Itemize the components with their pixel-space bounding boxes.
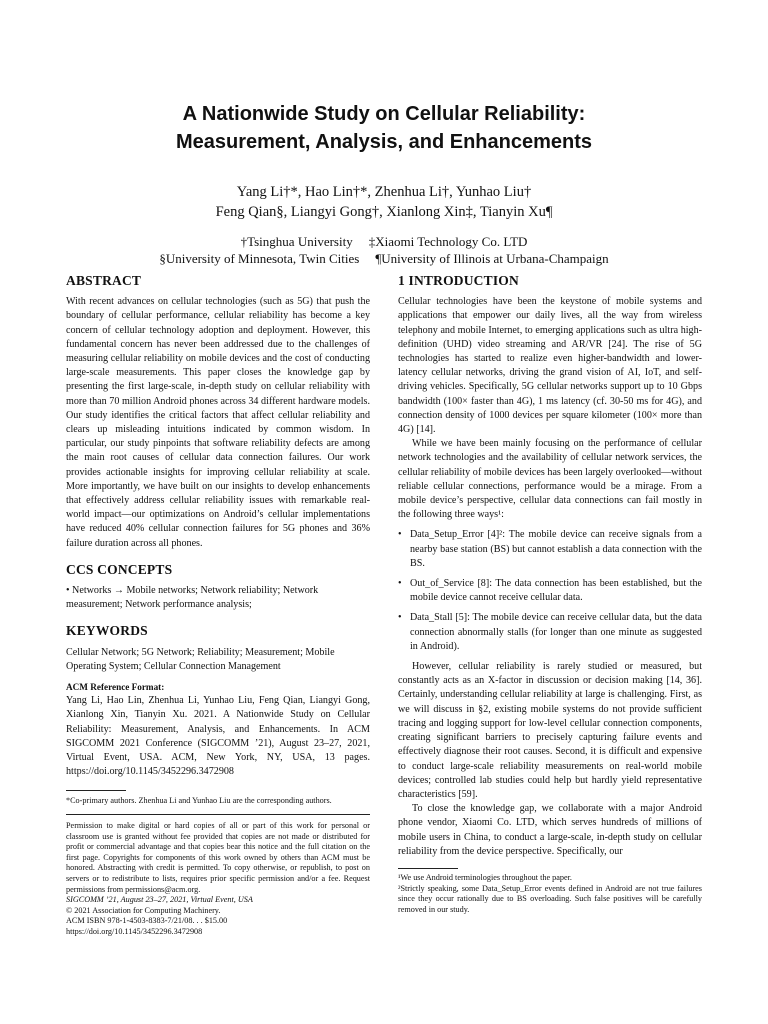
keywords-heading: KEYWORDS <box>66 623 148 639</box>
list-item: • Data_Stall [5]: The mobile device can receive cellular data, but the data connection abnormally stalls (for longer than one minute as suggested in Android). <box>398 611 702 654</box>
reference-format-body: Yang Li, Hao Lin, Zhenhua Li, Yunhao Liu, Feng Qian, Liangyi Gong, Xianlong Xin, Tianyin Xu. 2021. A Nationwide Study on Cellular Reliability: Measurement, Analysis, and Enhancements. In ACM SIGCOMM 2021 Conference (SIGCOMM ’21), August 23–27, 2021, Virtual Event, USA. ACM, New York, NY, USA, 13 pages. https://doi.org/10.1145/3452296.3472908 <box>66 695 370 778</box>
affiliation-tsinghua: †Tsinghua University <box>240 234 353 249</box>
permission-divider <box>66 814 370 815</box>
permission-text: Permission to make digital or hard copies of all or part of this work for personal or classroom use is granted without fee provided that copies are not made or distributed for profit or commercial advantage and that copies bear this notice and the full citation on the first page. Copyrights for components of this work owned by others than ACM must be honored. Abstracting with credit is permitted. To copy otherwise, or republish, to post on servers or to redistribute to lists, requires prior specific permission and/or a fee. Request permissions from permissions@acm.org. <box>66 821 370 894</box>
footnote-rule <box>398 868 458 869</box>
abstract-heading: ABSTRACT <box>66 273 142 288</box>
footnote-1: ¹We use Android terminologies throughout the paper. <box>398 873 572 882</box>
coprimary-footnote: *Co-primary authors. Zhenhua Li and Yunhao Liu are the corresponding authors. <box>66 795 332 805</box>
intro-paragraph-4: To close the knowledge gap, we collaborate with a major Android phone vendor, Xiaomi Co. LTD, which serves hundreds of millions of mobile users in China, to conduct a large-scale, in-depth study on cellular reliability from the device perspective. Specifically, our <box>398 803 702 857</box>
intro-paragraph-1: Cellular technologies have been the keystone of mobile systems and applications that empower our daily lives, all the way from wireless telephony and mobile Internet, to emerging applications such as ultra high-definition (UHD) video streaming and AR/VR [24]. The rise of 5G technologies has started to realize even higher-bandwidth and lower-latency cellular networks, driving the grand vision of AI, IoT, and self-driving vehicles. Specifically, 5G cellular networks support up to 10 Gbps bandwidth (100× faster than 4G), 1 ms latency (cf. 30-50 ms for 4G), and connection density of 1000 devices per square kilometer (100× more than 4G) [14]. <box>398 296 702 436</box>
affiliation-xiaomi: ‡Xiaomi Technology Co. LTD <box>368 234 528 249</box>
authors-line-1: Yang Li†*, Hao Lin†*, Zhenhua Li†, Yunhao Liu† <box>236 184 532 200</box>
ccs-heading: CCS CONCEPTS <box>66 561 173 577</box>
introduction-heading: 1 INTRODUCTION <box>398 273 519 288</box>
authors-line-2: Feng Qian§, Liangyi Gong†, Xianlong Xin‡, Tianyin Xu¶ <box>215 204 553 220</box>
affiliation-illinois: ¶University of Illinois at Urbana-Champaign <box>375 251 609 266</box>
reference-format-heading: ACM Reference Format: <box>66 682 165 693</box>
isbn-line: ACM ISBN 978-1-4503-8383-7/21/08. . . $15.00 <box>66 916 228 926</box>
ccs-body: • Networks → Mobile networks; Network reliability; Network measurement; Network performance analysis; <box>66 585 319 611</box>
copyright-line: © 2021 Association for Computing Machinery. <box>66 905 221 915</box>
doi-link[interactable]: https://doi.org/10.1145/3452296.3472908 <box>66 927 203 937</box>
permission-block <box>66 821 370 938</box>
intro-paragraph-2: While we have been mainly focusing on the performance of cellular network technologies and the availability of cellular network services, the cellular reliability of mobile devices has been largely overlooked—without reliable cellular connections, performance would be a mirage. From a mobile device’s perspective, cellular data connections can fail mostly in the following three ways¹: <box>398 438 702 521</box>
right-column <box>398 274 702 859</box>
list-item: • Data_Setup_Error [4]²: The mobile device can receive signals from a nearby base station (BS) but cannot establish a data connection with the BS. <box>398 528 702 571</box>
affiliations <box>0 233 768 267</box>
footnote-2: ²Strictly speaking, some Data_Setup_Error events defined in Android are not true failures since they occur rationally due to BS overloading. Such false positives will be carefully removed in our study. <box>398 883 702 914</box>
paper-title <box>0 100 768 156</box>
footnote-divider <box>66 790 126 791</box>
intro-paragraph-3: However, cellular reliability is rarely studied or measured, but constantly acts as an X-factor in discussion or decision making [14, 36]. Certainly, understanding cellular reliability at large is challenging. First, as we will discuss in §2, existing mobile systems do not provide sufficient tracing and logging support for low-level cellular connection components, creating significant barriers to precisely capturing failure events and effectively diagnose their root causes. Second, it is difficult and expensive to conduct large-scale reliability measurements on real-world mobile devices; controlled lab studies could help but hardly yield representative characteristics [59]. <box>398 661 702 800</box>
left-column <box>66 274 370 938</box>
footnotes <box>398 868 702 915</box>
title-line-1: A Nationwide Study on Cellular Reliability: <box>182 103 586 125</box>
abstract-body: With recent advances on cellular technologies (such as 5G) that push the boundary of cellular performance, cellular reliability has become a key concern of cellular technology adoption and deployment. However, this fundamental concern has never been addressed due to the challenges of measuring cellular reliability on mobile devices and the cost of conducting large-scale measurements. This paper closes the knowledge gap by presenting the first large-scale, in-depth study on cellular reliability with more than 70 million Android phones across 34 different hardware models. Our study identifies the critical factors that affect cellular reliability and clears up misleading intuitions indicated by common wisdom. In particular, our study pinpoints that software reliability defects are among the main root causes of cellular data connection failures. Our work provides actionable insights for improving cellular reliability at scale. More importantly, we have built on our insights to develop enhancements that effectively address cellular reliability issues with remarkable real-world impact—our optimizations on Android’s cellular implementations have reduced 40% cellular connection failures for 5G phones and 36% failure duration across all phones. <box>66 296 370 549</box>
affiliation-minnesota: §University of Minnesota, Twin Cities <box>159 251 360 266</box>
title-line-2: Measurement, Analysis, and Enhancements <box>175 131 593 153</box>
failure-type-list <box>398 528 702 654</box>
list-item: • Out_of_Service [8]: The data connection has been established, but the mobile device cannot receive cellular data. <box>398 577 702 605</box>
author-list <box>0 182 768 222</box>
conference-venue: SIGCOMM ’21, August 23–27, 2021, Virtual Event, USA <box>66 895 253 905</box>
keywords-body: Cellular Network; 5G Network; Reliability; Measurement; Mobile Operating System; Cellular Connection Management <box>66 646 335 672</box>
